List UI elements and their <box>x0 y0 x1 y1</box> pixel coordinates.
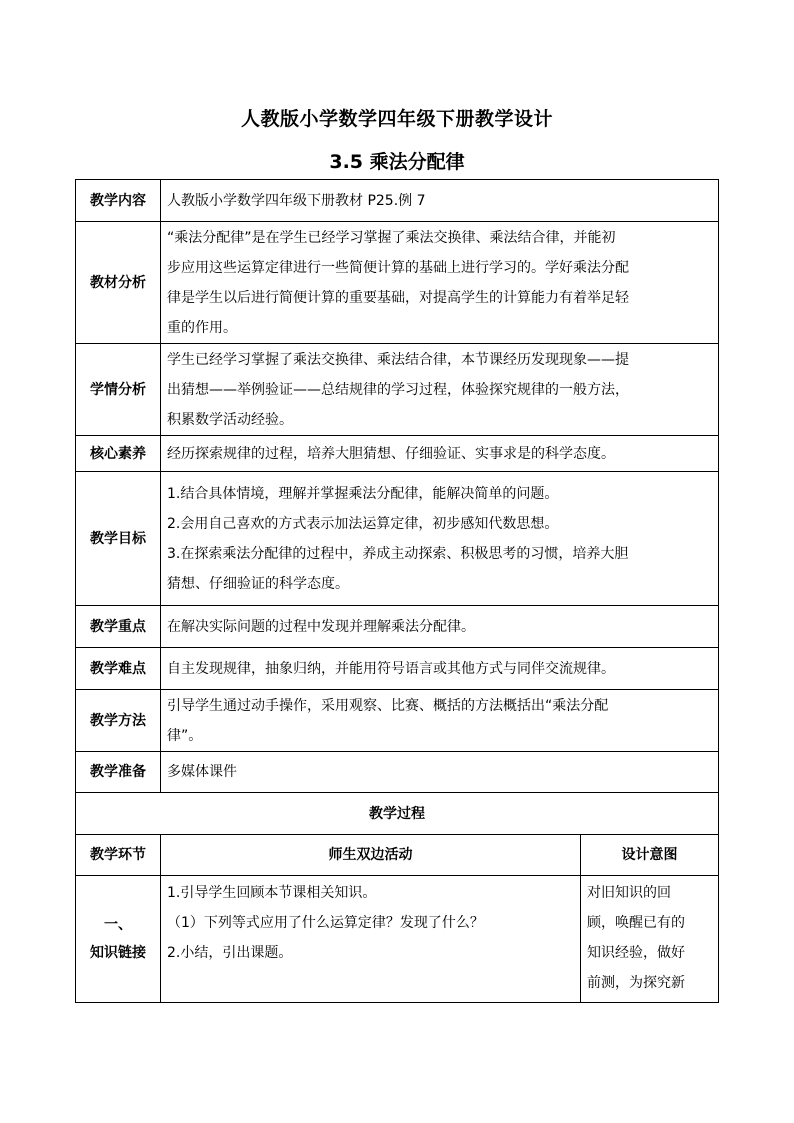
row-content <box>161 606 719 648</box>
row-content <box>161 222 719 344</box>
col-stage-header: 教学环节 <box>76 835 161 876</box>
content-line: 在解决实际问题的过程中发现并理解乘法分配律。 <box>167 618 475 635</box>
content-line: 律”。 <box>167 727 203 744</box>
col-activity-header: 师生双边活动 <box>161 835 581 876</box>
content-line: 2.会用自己喜欢的方式表示加法运算定律，初步感知代数思想。 <box>167 515 559 532</box>
content-line: 自主发现规律，抽象归纳，并能用符号语言或其他方式与同伴交流规律。 <box>167 660 615 677</box>
row-label: 教学准备 <box>76 752 161 793</box>
info-row <box>76 648 719 690</box>
intent-line: 对旧知识的回 <box>587 885 671 901</box>
row-label: 教材分析 <box>76 222 161 344</box>
info-row <box>76 606 719 648</box>
row-label: 教学目标 <box>76 472 161 606</box>
lesson-plan-table <box>75 179 719 1003</box>
content-line: 1.结合具体情境，理解并掌握乘法分配律，能解决简单的问题。 <box>167 485 559 502</box>
info-row <box>76 344 719 436</box>
content-line: 出猜想——举例验证——总结规律的学习过程，体验探究规律的一般方法， <box>167 381 629 398</box>
stage-name: 知识链接 <box>90 945 146 961</box>
info-row <box>76 690 719 752</box>
info-row <box>76 436 719 472</box>
activity-line: 1.引导学生回顾本节课相关知识。 <box>167 885 377 901</box>
info-row <box>76 472 719 606</box>
row-label: 教学内容 <box>76 180 161 222</box>
row-label: 教学方法 <box>76 690 161 752</box>
intent-line: 顾，唤醒已有的 <box>587 915 685 931</box>
info-row <box>76 180 719 222</box>
intent-line: 知识经验，做好 <box>587 945 685 961</box>
content-line: 人教版小学数学四年级下册教材 P25.例 7 <box>167 192 426 209</box>
content-line: “乘法分配律”是在学生已经学习掌握了乘法交换律、乘法结合律，并能初 <box>167 229 616 246</box>
content-line: 多媒体课件 <box>167 764 237 780</box>
info-row <box>76 222 719 344</box>
stage-cell <box>76 876 161 1003</box>
activity-line: 2.小结，引出课题。 <box>167 945 293 961</box>
row-content <box>161 472 719 606</box>
content-line: 步应用这些运算定律进行一些简便计算的基础上进行学习的。学好乘法分配 <box>167 259 629 276</box>
activity-cell <box>161 876 581 1003</box>
content-line: 学生已经学习掌握了乘法交换律、乘法结合律，本节课经历发现现象——提 <box>167 351 629 368</box>
lesson-title: 3.5 乘法分配律 <box>329 151 465 173</box>
row-content <box>161 344 719 436</box>
document-title: 人教版小学数学四年级下册教学设计 <box>240 108 553 130</box>
process-heading: 教学过程 <box>76 793 719 835</box>
intent-cell <box>581 876 719 1003</box>
content-line: 重的作用。 <box>167 319 237 336</box>
row-label: 教学难点 <box>76 648 161 690</box>
row-label: 教学重点 <box>76 606 161 648</box>
row-content <box>161 436 719 472</box>
content-line: 猜想、仔细验证的科学态度。 <box>167 575 349 592</box>
row-content <box>161 752 719 793</box>
content-line: 经历探索规律的过程，培养大胆猜想、仔细验证、实事求是的科学态度。 <box>167 445 615 462</box>
stage-number: 一、 <box>104 917 132 933</box>
activity-line: （1）下列等式应用了什么运算定律？发现了什么？ <box>167 915 484 931</box>
row-label: 学情分析 <box>76 344 161 436</box>
content-line: 律是学生以后进行简便计算的重要基础，对提高学生的计算能力有着举足轻 <box>167 289 629 306</box>
col-intent-header: 设计意图 <box>581 835 719 876</box>
row-content <box>161 690 719 752</box>
content-line: 3.在探索乘法分配律的过程中，养成主动探索、积极思考的习惯，培养大胆 <box>167 545 629 562</box>
content-line: 积累数学活动经验。 <box>167 411 293 428</box>
content-line: 引导学生通过动手操作，采用观察、比赛、概括的方法概括出“乘法分配 <box>167 697 609 714</box>
intent-line: 前测，为探究新 <box>587 975 685 991</box>
row-label: 核心素养 <box>76 436 161 472</box>
row-content <box>161 180 719 222</box>
row-content <box>161 648 719 690</box>
info-row <box>76 752 719 793</box>
